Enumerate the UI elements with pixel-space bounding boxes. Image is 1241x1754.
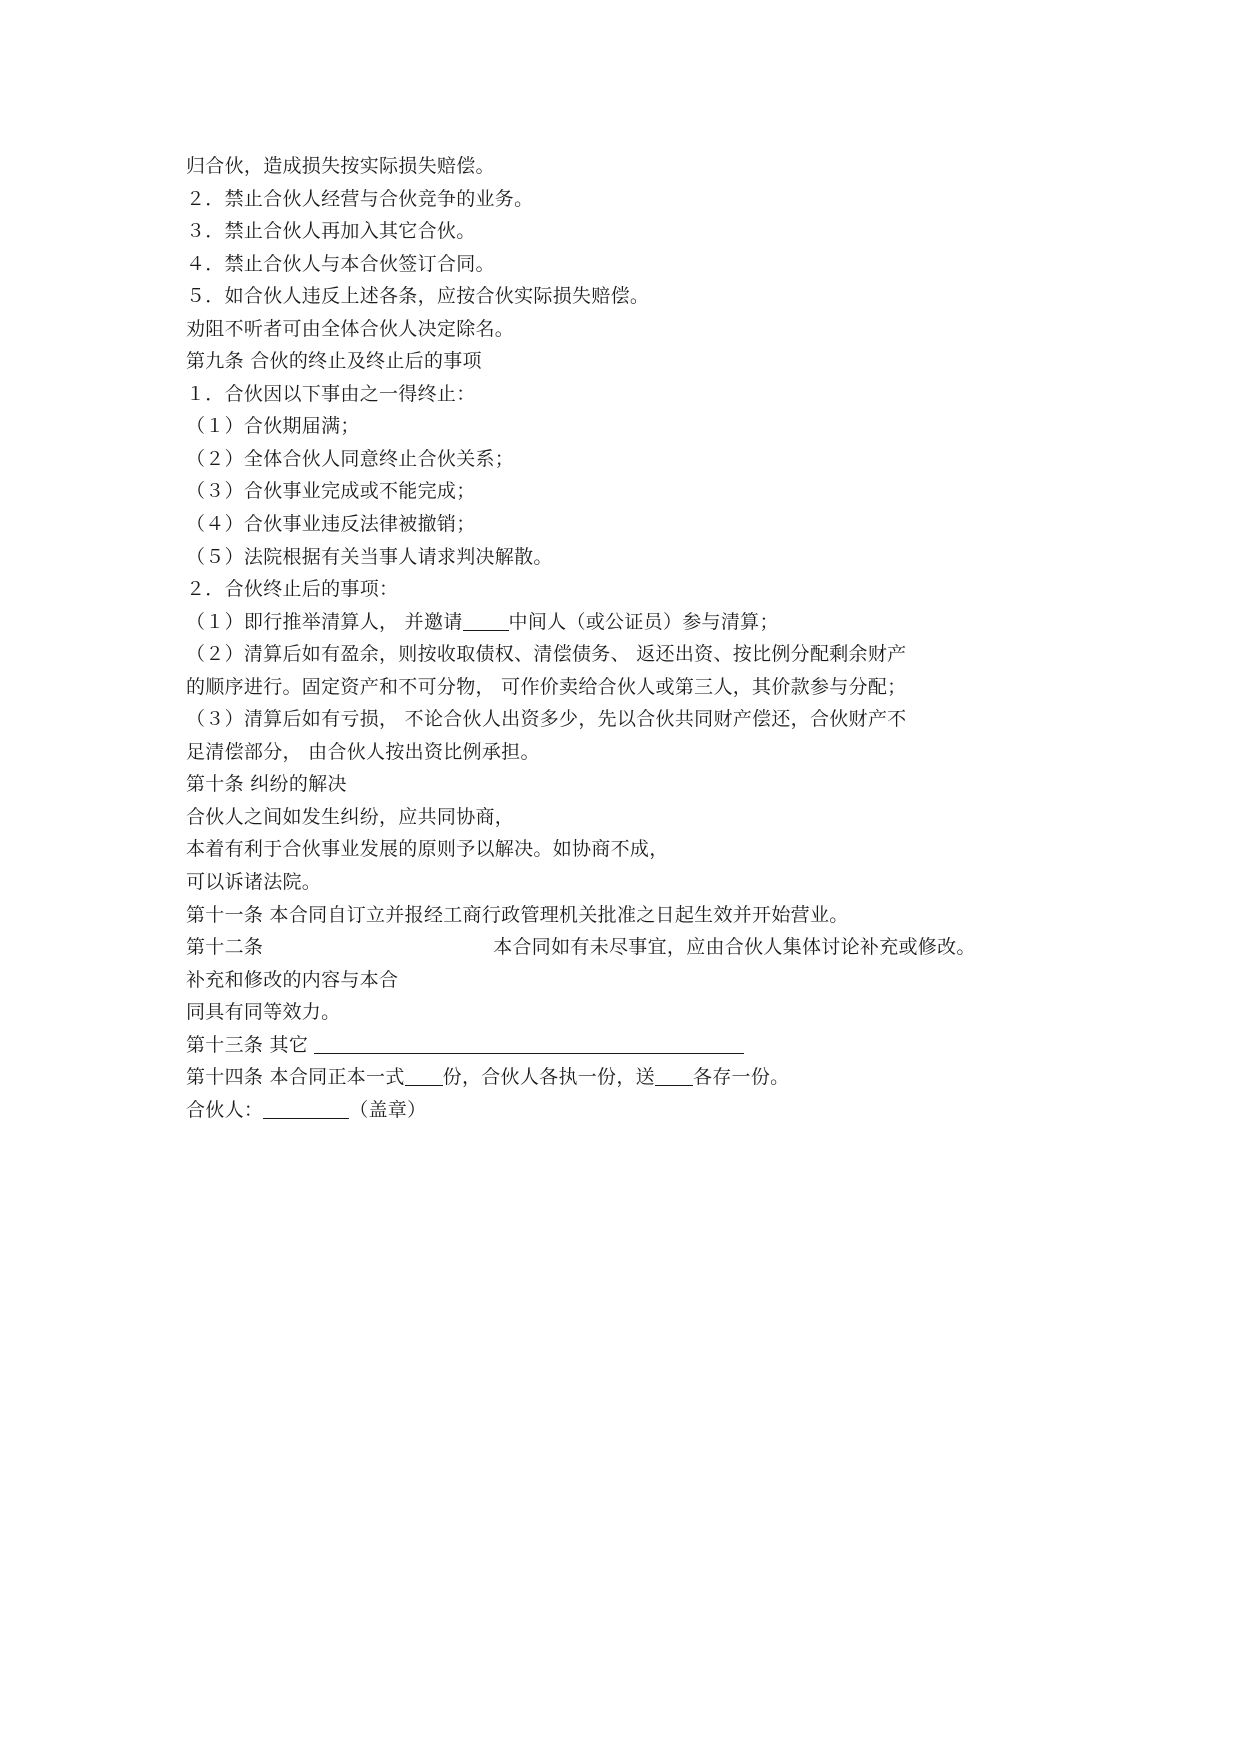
text-line: 补充和修改的内容与本合 [186, 968, 399, 991]
fill-in-blank [405, 1065, 443, 1086]
text-line: 可以诉诸法院。 [186, 871, 322, 894]
text-line: 足清偿部分， 由合伙人按出资比例承担。 [186, 740, 540, 763]
text-segment: 合伙人： [186, 1098, 264, 1121]
text-segment: 本合同如有未尽事宜，应由合伙人集体讨论补充或修改。 [493, 936, 976, 959]
signature-line [186, 1094, 1086, 1127]
text-line: （２）清算后如有盈余，则按收取债权、清偿债务、 返还出资、按比例分配剩余财产 [186, 643, 907, 666]
text-line: （４）合伙事业违反法律被撤销； [186, 513, 476, 536]
text-line: 归合伙，造成损失按实际损失赔偿。 [186, 155, 495, 177]
fill-in-blank [463, 610, 509, 631]
text-line: （１）合伙期届满； [186, 415, 360, 438]
fill-in-blank [655, 1065, 693, 1086]
text-line-with-blank [186, 606, 1086, 639]
document-body [186, 150, 1086, 1126]
article-heading [186, 931, 1086, 964]
article-heading [186, 1061, 1086, 1094]
text-line: 本着有利于合伙事业发展的原则予以解决。如协商不成， [186, 838, 669, 861]
text-line: ３．禁止合伙人再加入其它合伙。 [186, 220, 476, 243]
text-segment: （１）即行推举清算人， 并邀请 [186, 610, 463, 633]
text-segment: 第十四条 本合同正本一式 [186, 1066, 405, 1089]
text-segment: 各存一份。 [692, 1066, 790, 1089]
text-line: （３）清算后如有亏损， 不论合伙人出资多少，先以合伙共同财产偿还，合伙财产不 [186, 708, 907, 731]
article-heading: 第九条 合伙的终止及终止后的事项 [186, 350, 482, 373]
text-segment: （盖章） [349, 1098, 427, 1121]
text-line: （２）全体合伙人同意终止合伙关系； [186, 447, 515, 470]
article-heading: 第十条 纠纷的解决 [186, 773, 347, 796]
text-line: ５．如合伙人违反上述各条，应按合伙实际损失赔偿。 [186, 285, 650, 308]
text-line: （５）法院根据有关当事人请求判决解散。 [186, 545, 553, 568]
text-segment: 第十三条 其它 [186, 1033, 315, 1056]
text-line: 同具有同等效力。 [186, 1001, 341, 1024]
text-line: 合伙人之间如发生纠纷，应共同协商， [186, 805, 515, 828]
text-segment: 第十二条 [186, 936, 264, 959]
article-heading [186, 1029, 1086, 1062]
article-heading: 第十一条 本合同自订立并报经工商行政管理机关批准之日起生效并开始营业。 [186, 903, 849, 926]
text-line: ２．禁止合伙人经营与合伙竞争的业务。 [186, 187, 534, 210]
text-segment: 份，合伙人各执一份，送 [442, 1066, 655, 1089]
text-line: （３）合伙事业完成或不能完成； [186, 480, 476, 503]
text-segment: 中间人（或公证员）参与清算； [508, 610, 779, 633]
text-line: 的顺序进行。固定资产和不可分物， 可作价卖给合伙人或第三人，其价款参与分配； [186, 675, 907, 698]
fill-in-blank [263, 1098, 349, 1119]
text-line: 劝阻不听者可由全体合伙人决定除名。 [186, 317, 515, 340]
text-line: １．合伙因以下事由之一得终止： [186, 382, 476, 405]
text-line: ４．禁止合伙人与本合伙签订合同。 [186, 252, 495, 275]
text-line: ２．合伙终止后的事项： [186, 578, 399, 601]
fill-in-blank [314, 1033, 744, 1054]
